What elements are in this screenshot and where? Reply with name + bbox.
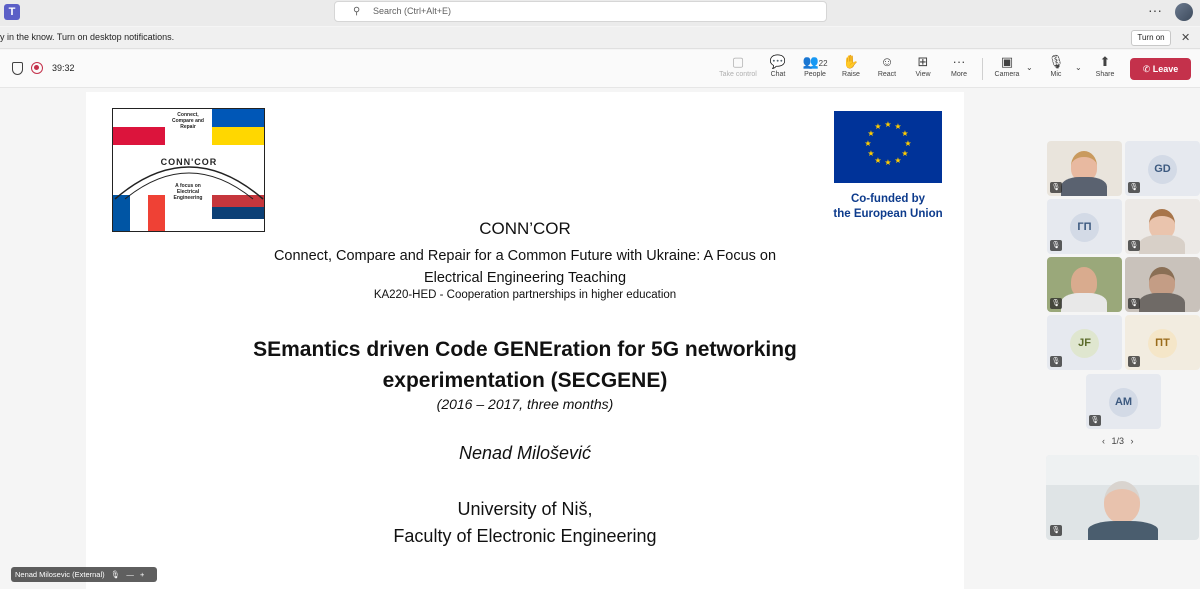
svg-text:★: ★ xyxy=(894,122,902,131)
svg-text:★: ★ xyxy=(867,149,875,158)
more-button[interactable] xyxy=(939,53,979,85)
participant-tile[interactable] xyxy=(1047,315,1122,370)
view-button[interactable] xyxy=(903,53,943,85)
svg-text:★: ★ xyxy=(864,139,872,148)
presenter-name-tag[interactable] xyxy=(11,567,157,582)
chevron-down-icon[interactable]: ⌄ xyxy=(1075,63,1082,72)
eu-text-line1: Co-funded by xyxy=(850,193,926,205)
slide-ka: KA220-HED - Cooperation partnerships in higher education xyxy=(373,289,677,301)
svg-text:★: ★ xyxy=(901,149,909,158)
logo-text-bottom: A focus on Electrical Engineering xyxy=(173,183,203,201)
people-count: 22 xyxy=(818,59,828,68)
participant-body xyxy=(1139,235,1185,254)
people-label: People xyxy=(804,71,826,78)
raise-button[interactable] xyxy=(831,53,871,85)
more-horizontal-icon[interactable]: ··· xyxy=(1148,2,1162,18)
teams-icon[interactable]: T xyxy=(4,4,20,20)
chat-button[interactable] xyxy=(758,53,798,85)
shield-icon[interactable] xyxy=(12,62,23,75)
participant-tile[interactable] xyxy=(1047,257,1122,312)
subtitle-line2: Electrical Engineering Teaching xyxy=(423,270,627,286)
shared-slide xyxy=(86,92,964,589)
view-label: View xyxy=(915,71,931,78)
participant-initials: ГП xyxy=(1070,213,1099,242)
chevron-down-icon[interactable]: ⌄ xyxy=(1026,63,1033,72)
take-control-label: Take control xyxy=(719,71,757,78)
slide-years: (2016 – 2017, three months) xyxy=(436,396,614,412)
phone-hangup-icon: ✆ xyxy=(1142,64,1151,74)
logo-name: CONN'COR xyxy=(160,157,218,167)
participant-tile[interactable] xyxy=(1086,374,1161,429)
mic-off-icon: 🎙 xyxy=(1051,300,1061,307)
mic-off-icon: 🎙 xyxy=(1129,184,1139,191)
participant-initials: AM xyxy=(1109,388,1138,417)
smile-icon: ☺ xyxy=(880,54,894,69)
subtitle-line1: Connect, Compare and Repair for a Common Future with Ukraine: A Focus on xyxy=(273,248,777,264)
mic-label: Mic xyxy=(1050,71,1062,78)
participant-initials: JF xyxy=(1070,329,1099,358)
slide-author: Nenad Milošević xyxy=(458,443,592,463)
toolbar-divider xyxy=(982,58,983,80)
svg-text:★: ★ xyxy=(874,156,882,165)
take-control-button[interactable] xyxy=(718,53,758,85)
svg-text:★: ★ xyxy=(884,158,892,167)
participant-tile[interactable] xyxy=(1125,257,1200,312)
search-placeholder: Search (Ctrl+Alt+E) xyxy=(373,6,452,16)
participant-tile[interactable] xyxy=(1047,141,1122,196)
grid-icon: ⊞ xyxy=(917,54,929,69)
chevron-left-icon[interactable]: ‹ xyxy=(1102,436,1105,446)
project-line2: experimentation (SECGENE) xyxy=(382,369,668,392)
people-icon: 👥 xyxy=(802,54,819,69)
serbia-flag-blue xyxy=(212,207,264,219)
participant-body xyxy=(1139,293,1185,312)
share-button[interactable] xyxy=(1085,53,1125,85)
camera-icon: ▣ xyxy=(1000,54,1014,69)
chat-label: Chat xyxy=(770,71,786,78)
pager-label: 1/3 xyxy=(1111,436,1125,446)
chevron-right-icon[interactable]: › xyxy=(1130,436,1134,446)
svg-text:★: ★ xyxy=(901,129,909,138)
notification-bar xyxy=(0,27,1200,49)
mic-off-icon: 🎙 xyxy=(1051,184,1061,191)
chat-icon: 💬 xyxy=(769,54,787,69)
svg-text:★: ★ xyxy=(884,120,892,129)
university-line2: Faculty of Electronic Engineering xyxy=(393,526,657,546)
mic-off-icon: 🎙 xyxy=(1047,54,1065,69)
svg-text:★: ★ xyxy=(874,122,882,131)
mic-off-icon: 🎙 xyxy=(1129,300,1139,307)
presenter-name: Nenad Milosevic (External) xyxy=(15,570,105,579)
mic-off-icon: 🎙 xyxy=(1129,358,1139,365)
self-view-face xyxy=(1104,481,1140,523)
slide-subtitle xyxy=(86,245,964,289)
participant-body xyxy=(1061,177,1107,196)
take-control-icon: ▢ xyxy=(731,54,745,69)
participant-tile[interactable] xyxy=(1125,315,1200,370)
more-label: More xyxy=(951,71,967,78)
mic-off-icon: 🎙 xyxy=(1051,527,1061,534)
participant-body xyxy=(1061,293,1107,312)
mic-off-icon: 🎙 xyxy=(1051,242,1061,249)
minimize-icon[interactable]: — xyxy=(126,570,134,579)
notification-text: y in the know. Turn on desktop notifications. xyxy=(0,32,175,42)
mic-off-icon: 🎙 xyxy=(110,570,121,579)
title-bar xyxy=(0,0,1200,26)
leave-label: Leave xyxy=(1152,64,1179,74)
slide-university xyxy=(86,496,964,550)
eu-text-line2: the European Union xyxy=(833,208,943,220)
mic-button[interactable] xyxy=(1036,53,1076,85)
svg-text:★: ★ xyxy=(904,139,912,148)
svg-text:★: ★ xyxy=(894,156,902,165)
gallery-pager xyxy=(1102,436,1134,446)
raise-label: Raise xyxy=(842,71,860,78)
leave-button[interactable] xyxy=(1130,58,1191,80)
react-label: React xyxy=(877,71,897,78)
people-icon-wrap xyxy=(795,53,835,71)
avatar[interactable] xyxy=(1175,3,1193,21)
more-icon: ··· xyxy=(952,54,966,69)
mic-off-icon: 🎙 xyxy=(1129,242,1139,249)
mic-off-icon: 🎙 xyxy=(1051,358,1061,365)
ukraine-flag-top xyxy=(212,109,264,127)
self-view-body xyxy=(1088,521,1158,540)
poland-flag-top xyxy=(113,109,165,127)
eu-cofunded-text xyxy=(820,192,956,222)
share-label: Share xyxy=(1095,71,1115,78)
slide-project xyxy=(86,334,964,396)
university-line1: University of Niš, xyxy=(457,499,593,519)
self-view-video[interactable] xyxy=(1046,455,1199,540)
raise-hand-icon: ✋ xyxy=(842,54,860,69)
search-icon: ⚲ xyxy=(353,6,361,17)
camera-button[interactable] xyxy=(987,53,1027,85)
search-box[interactable] xyxy=(334,1,827,22)
people-button[interactable] xyxy=(795,53,835,85)
react-button[interactable] xyxy=(867,53,907,85)
participant-tile[interactable] xyxy=(1125,199,1200,254)
eu-flag xyxy=(834,111,942,183)
recording-icon xyxy=(31,62,43,74)
connacor-logo xyxy=(112,108,265,232)
logo-text-top: Connect, Compare and Repair xyxy=(172,112,204,130)
participant-tile[interactable] xyxy=(1125,141,1200,196)
svg-text:★: ★ xyxy=(867,129,875,138)
close-icon[interactable]: ✕ xyxy=(1181,32,1191,44)
participant-initials: ПТ xyxy=(1148,329,1177,358)
mic-off-icon: 🎙 xyxy=(1090,417,1100,424)
camera-label: Camera xyxy=(994,71,1020,78)
eu-stars xyxy=(834,111,942,183)
participant-initials: GD xyxy=(1148,155,1177,184)
turn-on-button[interactable]: Turn on xyxy=(1131,30,1171,46)
share-icon: ⬆ xyxy=(1099,54,1111,69)
slide-title: CONN’COR xyxy=(479,219,571,238)
project-line1: SEmantics driven Code GENEration for 5G networking xyxy=(253,338,797,361)
meeting-timer: 39:32 xyxy=(52,63,75,73)
meeting-toolbar xyxy=(0,50,1200,88)
expand-icon[interactable]: + xyxy=(139,570,145,579)
participant-tile[interactable] xyxy=(1047,199,1122,254)
